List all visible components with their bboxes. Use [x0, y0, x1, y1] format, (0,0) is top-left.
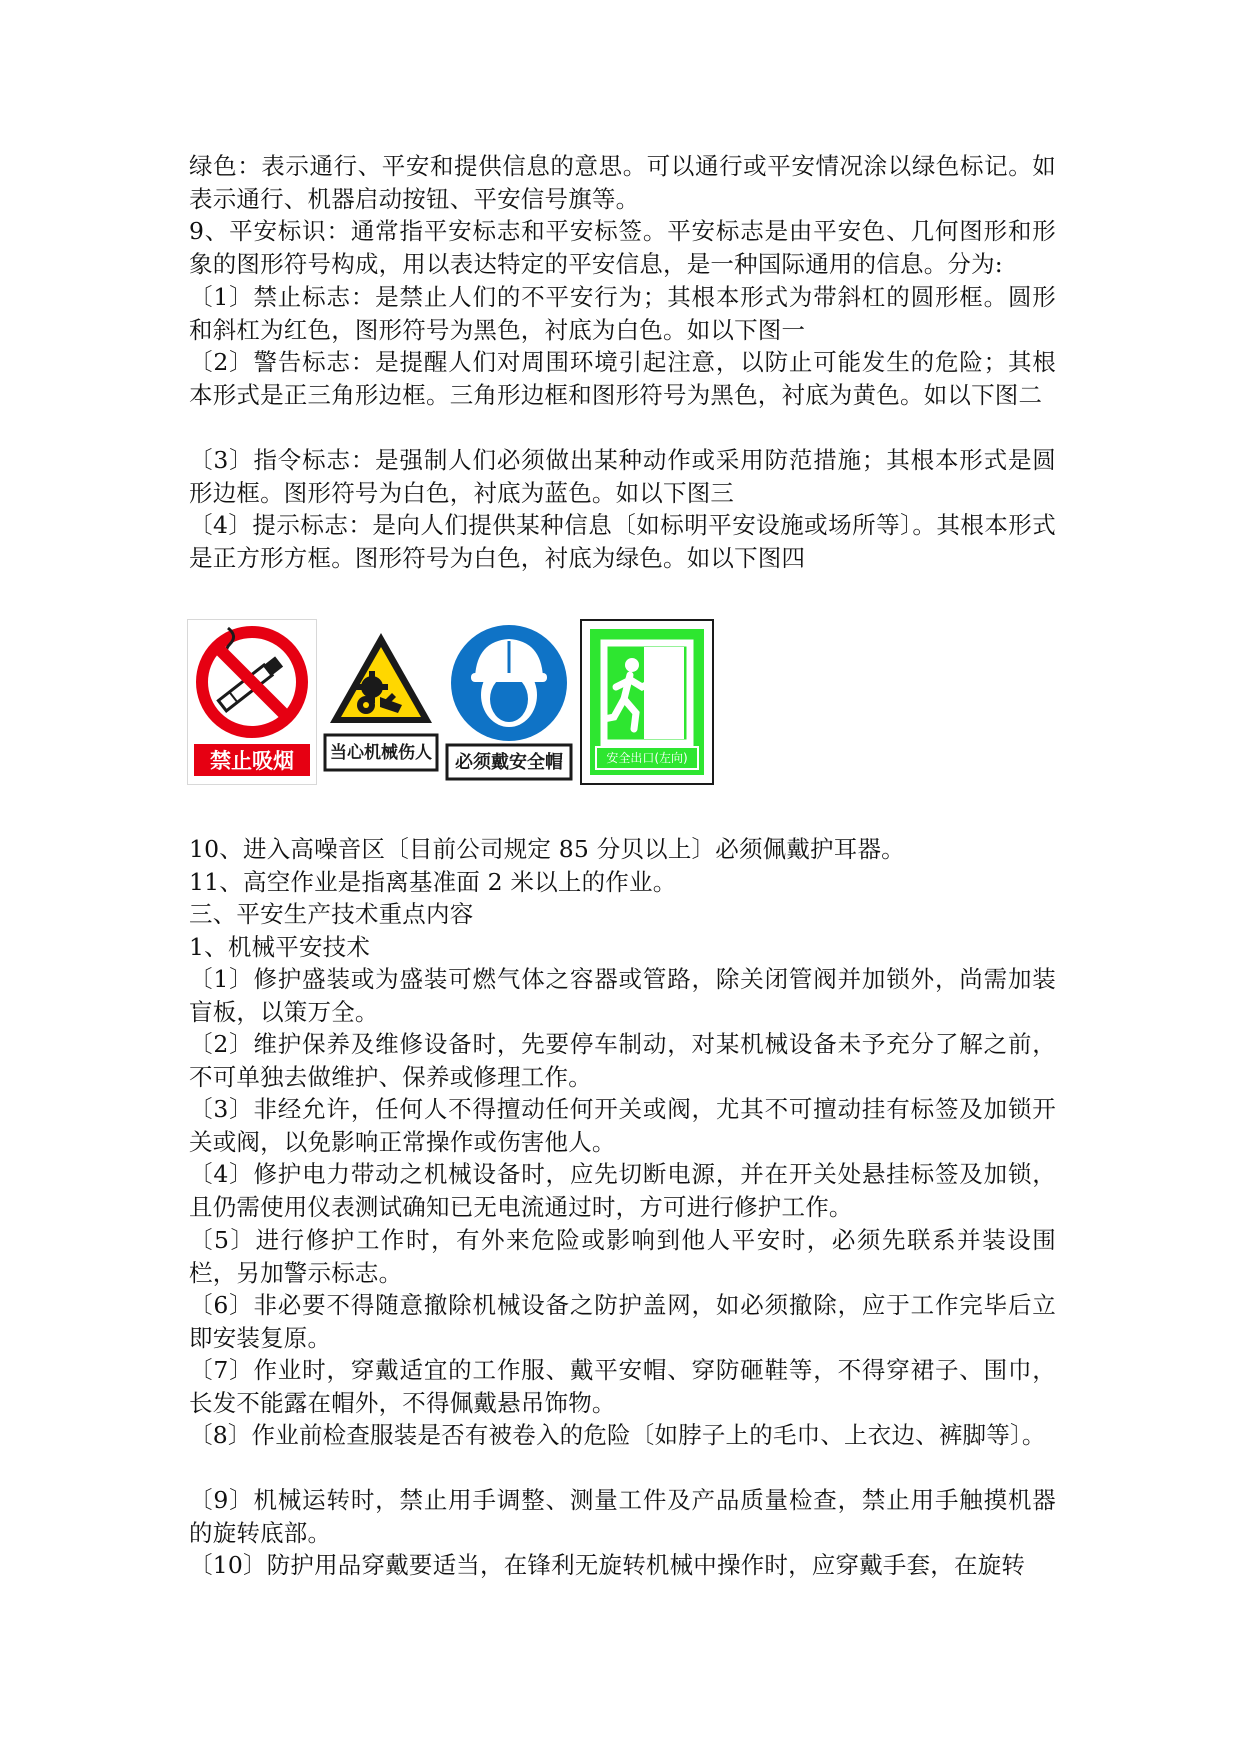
- sign-machinery-warning: [322, 619, 440, 785]
- paragraph-machinery-4: 〔4〕修护电力带动之机械设备时，应先切断电源，并在开关处悬挂标签及加锁，且仍需使用仪表测试确知已无电流通过时，方可进行修护工作。: [189, 1160, 1056, 1221]
- safety-signs-row: [187, 619, 727, 789]
- section-heading-three: 三、平安生产技术重点内容: [189, 900, 474, 928]
- paragraph-item-11: 11、高空作业是指离基准面 2 米以上的作业。: [189, 868, 677, 896]
- subsection-heading-machinery: 1、机械平安技术: [189, 933, 371, 961]
- paragraph-mandatory-sign: 〔3〕指令标志：是强制人们必须做出某种动作或采用防范措施；其根本形式是圆形边框。图形符号为白色，衬底为蓝色。如以下图三: [189, 446, 1056, 507]
- paragraph-machinery-6: 〔6〕非必要不得随意撤除机械设备之防护盖网，如必须撤除，应于工作完毕后立即安装复原。: [189, 1291, 1056, 1352]
- paragraph-machinery-5: 〔5〕进行修护工作时，有外来危险或影响到他人平安时，必须先联系并装设围栏，另加警示标志。: [189, 1226, 1056, 1287]
- sign-label-no-smoking: 禁止吸烟: [210, 749, 294, 773]
- paragraph-prohibition-sign: 〔1〕禁止标志：是禁止人们的不平安行为；其根本形式为带斜杠的圆形框。圆形和斜杠为红色，图形符号为黑色，衬底为白色。如以下图一: [189, 283, 1056, 344]
- sign-hard-hat-required: [445, 619, 573, 785]
- sign-label-emergency-exit: 安全出口(左向): [606, 751, 688, 765]
- paragraph-item-10: 10、进入高噪音区〔目前公司规定 85 分贝以上〕必须佩戴护耳器。: [189, 835, 905, 863]
- paragraph-machinery-8: 〔8〕作业前检查服装是否有被卷入的危险〔如脖子上的毛巾、上衣边、裤脚等〕。: [189, 1421, 1046, 1449]
- paragraph-safety-signs-intro: 9、平安标识：通常指平安标志和平安标签。平安标志是由平安色、几何图形和形象的图形符号构成，用以表达特定的平安信息，是一种国际通用的信息。分为:: [189, 217, 1056, 278]
- paragraph-machinery-7: 〔7〕作业时，穿戴适宜的工作服、戴平安帽、穿防砸鞋等，不得穿裙子、围巾，长发不能露在帽外，不得佩戴悬吊饰物。: [189, 1356, 1056, 1417]
- sign-no-smoking: [187, 619, 317, 785]
- sign-emergency-exit: [580, 619, 714, 785]
- paragraph-machinery-3: 〔3〕非经允许，任何人不得擅动任何开关或阀，尤其不可擅动挂有标签及加锁开关或阀，以免影响正常操作或伤害他人。: [189, 1095, 1056, 1156]
- paragraph-machinery-2: 〔2〕维护保养及维修设备时，先要停车制动，对某机械设备未予充分了解之前，不可单独去做维护、保养或修理工作。: [189, 1030, 1056, 1091]
- paragraph-machinery-9: 〔9〕机械运转时，禁止用手调整、测量工件及产品质量检查，禁止用手触摸机器的旋转底部。: [189, 1486, 1056, 1547]
- sign-label-machinery-warning: 当心机械伤人: [330, 743, 432, 763]
- paragraph-green-color: 绿色：表示通行、平安和提供信息的意思。可以通行或平安情况涂以绿色标记。如表示通行、机器启动按钮、平安信号旗等。: [189, 152, 1056, 213]
- sign-label-hard-hat-required: 必须戴安全帽: [455, 752, 563, 773]
- paragraph-machinery-10: 〔10〕防护用品穿戴要适当，在锋利无旋转机械中操作时，应穿戴手套，在旋转: [189, 1551, 1026, 1579]
- paragraph-information-sign: 〔4〕提示标志：是向人们提供某种信息〔如标明平安设施或场所等〕。其根本形式是正方形方框。图形符号为白色，衬底为绿色。如以下图四: [189, 511, 1056, 572]
- paragraph-warning-sign: 〔2〕警告标志：是提醒人们对周围环境引起注意，以防止可能发生的危险；其根本形式是正三角形边框。三角形边框和图形符号为黑色，衬底为黄色。如以下图二: [189, 348, 1056, 409]
- paragraph-machinery-1: 〔1〕修护盛装或为盛装可燃气体之容器或管路，除关闭管阀并加锁外，尚需加装盲板，以策万全。: [189, 965, 1056, 1026]
